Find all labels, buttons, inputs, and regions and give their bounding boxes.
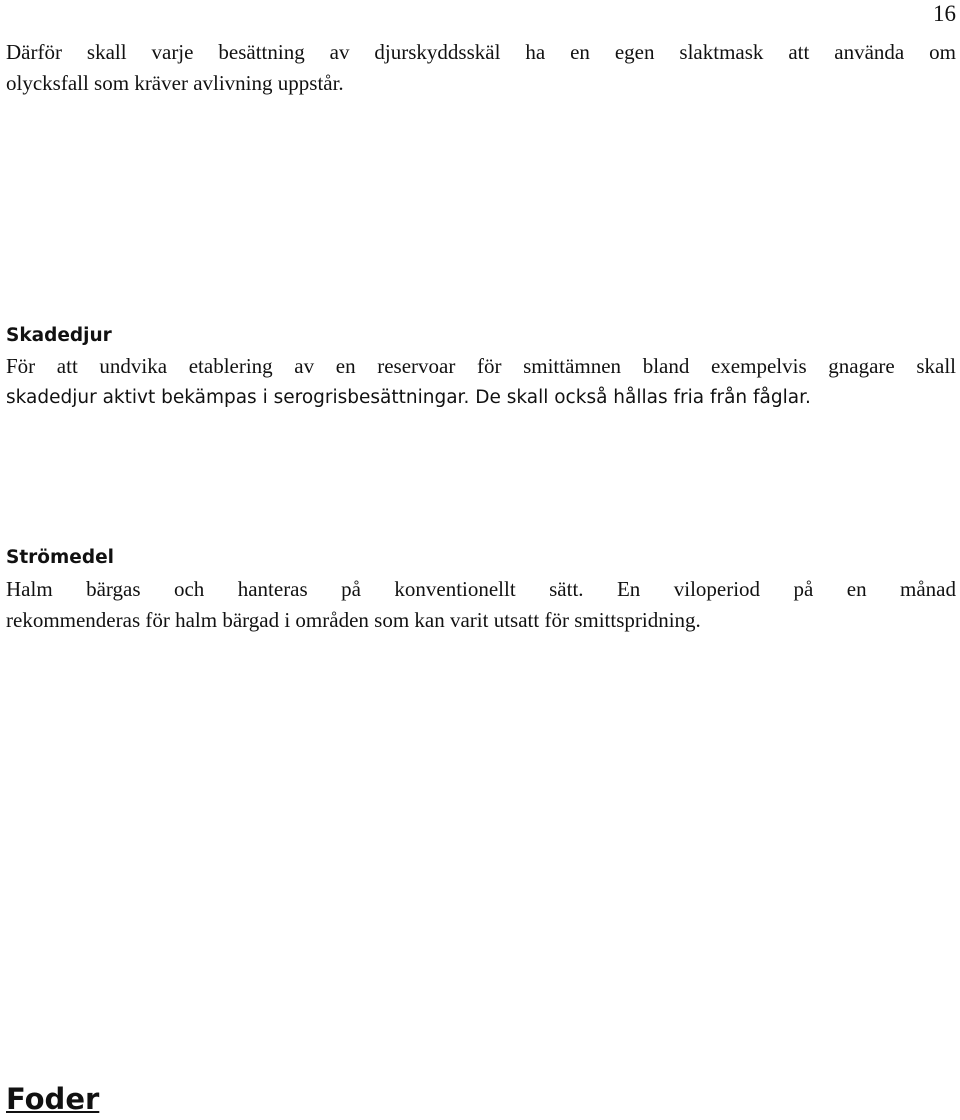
intro-line-2: olycksfall som kräver avlivning uppstår. — [6, 71, 344, 95]
skadedjur-line-2: skadedjur aktivt bekämpas i serogrisbesättningar. De skall också hållas fria från fåglar. — [6, 387, 811, 408]
stromedel-line-1: Halm bärgas och hanteras på konventionellt sätt. En viloperiod på en månad — [6, 577, 956, 601]
skadedjur-heading: Skadedjur — [6, 325, 112, 346]
page-number: 16 — [933, 1, 956, 26]
intro-line-1: Därför skall varje besättning av djurskyddsskäl ha en egen slaktmask att använda om — [6, 40, 956, 64]
foder-heading: Foder — [6, 1082, 100, 1116]
skadedjur-paragraph — [6, 351, 956, 413]
skadedjur-line-1: För att undvika etablering av en reservoar för smittämnen bland exempelvis gnagare skall — [6, 354, 956, 378]
intro-paragraph — [6, 37, 956, 99]
stromedel-heading: Strömedel — [6, 547, 114, 568]
stromedel-paragraph — [6, 574, 956, 636]
stromedel-line-2: rekommenderas för halm bärgad i områden som kan varit utsatt för smittspridning. — [6, 608, 701, 632]
